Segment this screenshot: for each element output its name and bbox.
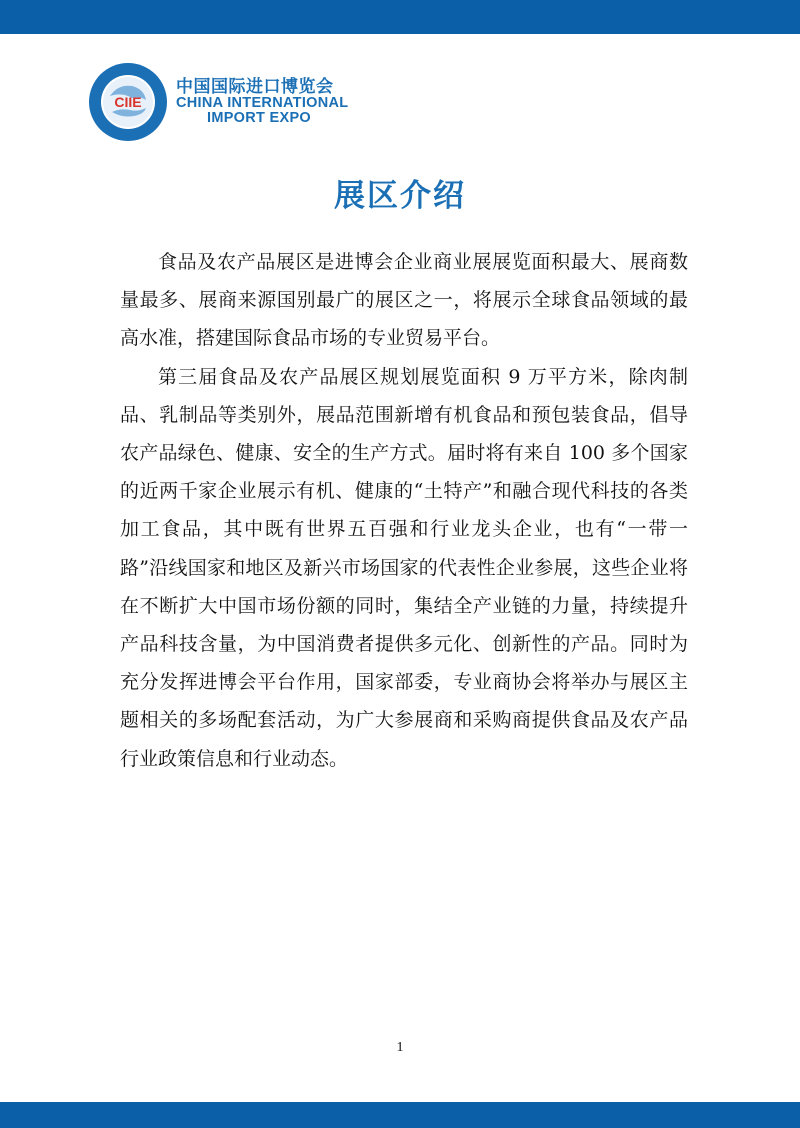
logo-badge-text: CIIE [114, 94, 142, 110]
expo-name-block [176, 78, 348, 126]
bottom-banner-bar [0, 1102, 800, 1128]
paragraph-1: 食品及农产品展区是进博会企业商业展展览面积最大、展商数量最多、展商来源国别最广的展区之一，将展示全球食品领域的最高水准，搭建国际食品市场的专业贸易平台。 [120, 251, 688, 350]
page-title: 展区介绍 [334, 178, 466, 214]
body-text [120, 243, 688, 778]
expo-name-en-line1: CHINA INTERNATIONAL [176, 94, 349, 111]
top-banner-bar [0, 0, 800, 34]
paragraph-2: 第三届食品及农产品展区规划展览面积 9 万平方米，除肉制品、乳制品等类别外，展品范围新增有机食品和预包装食品，倡导农产品绿色、健康、安全的生产方式。届时将有来自 100 多个国家的近两千家企业展示有机、健康的“土特产”和融合现代科技的各类加工食品，其中既有世界五百强和行业龙头企业，也有“一带一路”沿线国家和地区及新兴市场国家的代表性企业参展，这些企业将在不断扩大中国市场份额的同时，集结全产业链的力量，持续提升产品科技含量，为中国消费者提供多元化、创新性的产品。同时为充分发挥进博会平台作用，国家部委，专业商协会将举办与展区主题相关的多场配套活动，为广大参展商和采购商提供食品及农产品行业政策信息和行业动态。 [120, 365, 688, 770]
page-number: 1 [396, 1040, 404, 1055]
expo-name-en-line2: IMPORT EXPO [207, 110, 312, 127]
ciie-logo [88, 62, 168, 142]
expo-name-cn: 中国国际进口博览会 [176, 77, 334, 96]
